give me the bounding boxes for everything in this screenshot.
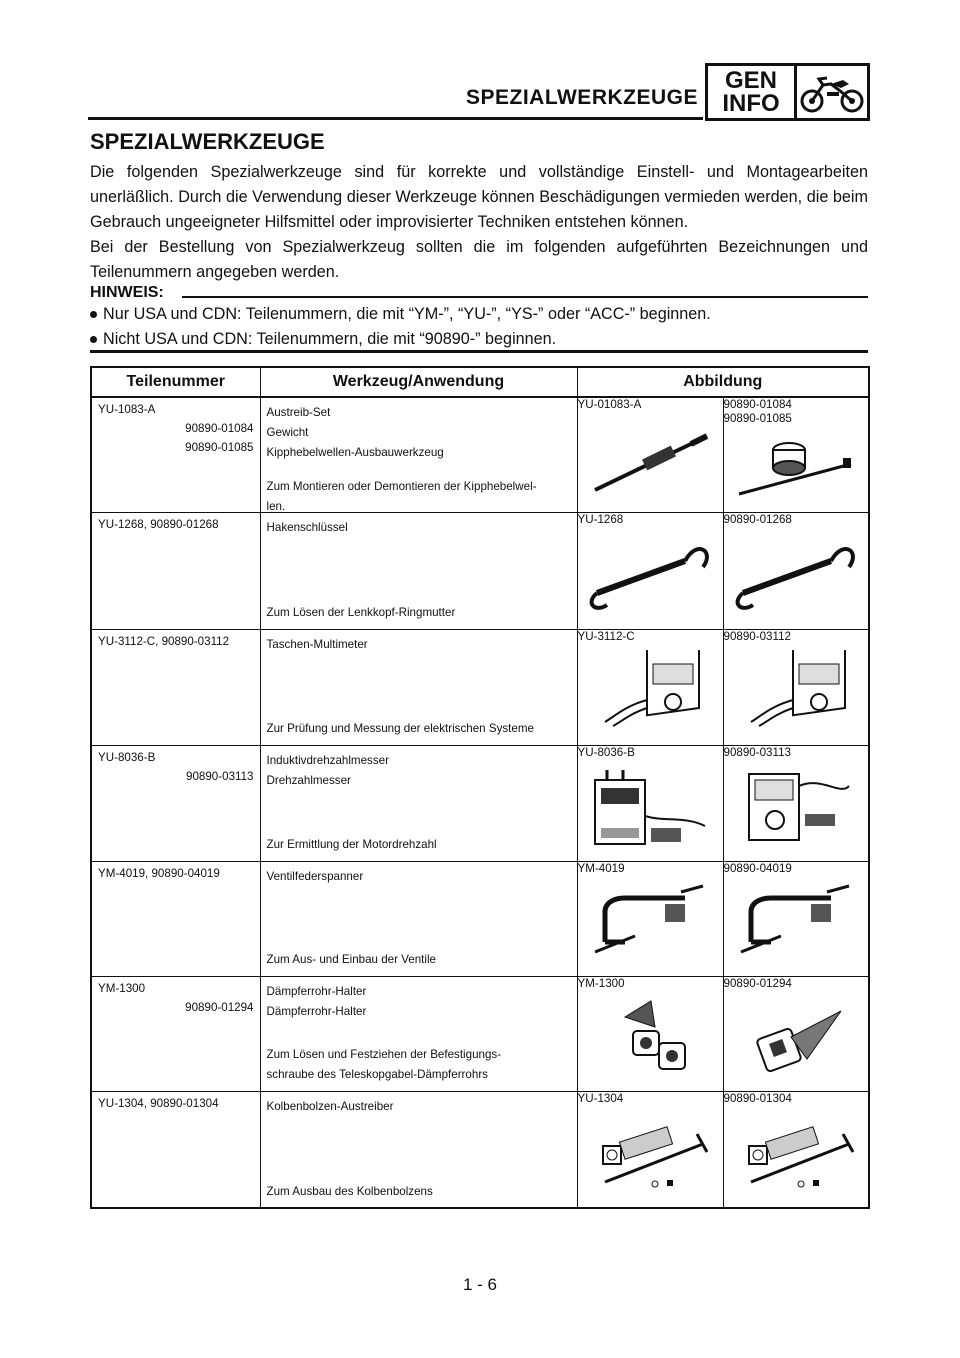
table-row <box>91 397 869 512</box>
tool-usage: Zum Montieren oder Demontieren der Kipphebelwel- <box>266 480 537 493</box>
weight-and-rod-icon <box>724 432 869 502</box>
tool-usage: Zum Aus- und Einbau der Ventile <box>266 952 437 966</box>
tool-name: Ventilfederspanner <box>266 869 364 883</box>
tool-name: Kolbenbolzen-Austreiber <box>266 1099 394 1113</box>
illustration-label: YM-4019 <box>577 861 625 875</box>
valve-spring-compressor-icon <box>724 882 869 962</box>
header-title: SPEZIALWERKZEUGE <box>465 86 698 109</box>
illustration-label: YU-01083-A <box>577 398 642 411</box>
hook-wrench-icon <box>724 533 869 613</box>
bullet-text: Nicht USA und CDN: Teilenummern, die mit “90890-” beginnen. <box>103 330 557 348</box>
illustration-label: 90890-01085 <box>723 412 792 425</box>
page-number: 1 - 6 <box>462 1275 498 1294</box>
section-title: SPEZIALWERKZEUGE <box>90 129 325 154</box>
illustration-label: YU-8036-B <box>577 745 635 759</box>
illustration-label: YM-1300 <box>577 976 625 990</box>
piston-pin-puller-icon <box>578 1112 723 1196</box>
illustration-label: YU-1268 <box>577 512 624 526</box>
table-row <box>91 861 869 976</box>
tool-usage: schraube des Teleskopgabel-Dämpferrohrs <box>266 1067 488 1081</box>
intro-paragraph-2: Bei der Bestellung von Spezialwerkzeug sollten die im folgenden aufgeführten Bezeichnungen und Teilenummern angegeben werden. <box>90 238 868 281</box>
bullet-item <box>90 302 711 327</box>
multimeter-icon <box>578 650 723 730</box>
tool-usage: Zur Ermittlung der Motordrehzahl <box>266 837 437 851</box>
table-row <box>91 629 869 745</box>
illustration-label: YU-3112-C <box>577 629 635 643</box>
multimeter-icon <box>724 650 869 730</box>
valve-spring-compressor-icon <box>578 882 723 962</box>
illustration-label: YU-1304 <box>577 1091 624 1105</box>
tool-name: Austreib-Set <box>266 406 331 419</box>
bullet-text: Nur USA und CDN: Teilenummern, die mit “YM-”, “YU-”, “YS-” oder “ACC-” beginnen. <box>103 305 711 323</box>
illustration-label: 90890-01268 <box>723 512 792 526</box>
intro-paragraph-1: Die folgenden Spezialwerkzeuge sind für korrekte und vollständige Einstell- und Montagearbeiten unerläßlich. Durch die Verwendung dieser Werkzeuge können Beschädigungen vermieden werden, die beim Gebrauch ungeeigneter Hilfsmittel oder improvisierter Techniken entstehen können. <box>90 163 868 231</box>
part-number: YU-1268, 90890-01268 <box>98 517 219 531</box>
header-tool-use: Werkzeug/Anwendung <box>260 367 577 397</box>
damper-rod-holder-icon <box>724 997 869 1077</box>
tool-usage: Zum Lösen und Festziehen der Befestigungs- <box>266 1047 502 1061</box>
bullet-dot-icon <box>90 311 97 318</box>
tachometer-icon <box>724 766 869 846</box>
hinweis-label: HINWEIS: <box>90 284 164 301</box>
table-row <box>91 1091 869 1208</box>
part-number-alt: 90890-01084 <box>185 422 254 435</box>
part-number: YM-1300 <box>98 981 146 995</box>
tool-name: Drehzahlmesser <box>266 773 351 787</box>
header-rule <box>88 117 703 120</box>
illustration-label: 90890-01084 <box>723 398 792 411</box>
illustration-label: 90890-04019 <box>723 861 792 875</box>
gen-info-badge <box>705 63 870 121</box>
tool-name: Dämpferrohr-Halter <box>266 1004 367 1018</box>
part-number: YU-1304, 90890-01304 <box>98 1096 219 1110</box>
special-tools-table <box>90 366 870 1209</box>
hook-wrench-icon <box>578 533 723 613</box>
part-number: YU-3112-C, 90890-03112 <box>98 634 230 648</box>
part-number: YU-1083-A <box>98 403 156 416</box>
table-header-row <box>91 367 869 397</box>
part-number-alt: 90890-03113 <box>186 769 254 783</box>
illustration-label: 90890-03112 <box>723 629 791 643</box>
tool-name: Kipphebelwellen-Ausbauwerkzeug <box>266 446 444 459</box>
hinweis-rule <box>182 296 868 298</box>
header-part-number: Teilenummer <box>91 367 260 397</box>
illustration-label: 90890-01304 <box>723 1091 792 1105</box>
header-illustration: Abbildung <box>577 367 869 397</box>
badge-line2: INFO <box>722 90 780 117</box>
tool-name: Gewicht <box>266 426 309 439</box>
table-row <box>91 512 869 629</box>
piston-pin-puller-icon <box>724 1112 869 1196</box>
tool-usage: Zur Prüfung und Messung der elektrischen Systeme <box>266 721 534 735</box>
hinweis-bottom-rule <box>90 350 868 353</box>
hinweis-bullets <box>90 302 711 352</box>
badge-line1: GEN <box>724 67 777 94</box>
part-number-alt: 90890-01294 <box>185 1000 254 1014</box>
tool-usage: len. <box>266 500 286 513</box>
motorcycle-icon <box>797 66 867 118</box>
bullet-item <box>90 327 711 352</box>
intro-text <box>90 160 868 285</box>
illustration-label: 90890-03113 <box>723 745 791 759</box>
damper-rod-holder-icon <box>578 997 723 1077</box>
table-row <box>91 976 869 1091</box>
tool-usage: Zum Ausbau des Kolbenbolzens <box>266 1184 433 1198</box>
part-number: YM-4019, 90890-04019 <box>98 866 220 880</box>
tool-name: Dämpferrohr-Halter <box>266 984 367 998</box>
inductive-tachometer-icon <box>578 766 723 850</box>
tool-usage: Zum Lösen der Lenkkopf-Ringmutter <box>266 605 456 619</box>
tool-name: Hakenschlüssel <box>266 520 348 534</box>
tool-name: Taschen-Multimeter <box>266 637 368 651</box>
part-number-alt: 90890-01085 <box>185 441 254 454</box>
table-row <box>91 745 869 861</box>
slide-hammer-icon <box>578 418 723 498</box>
bullet-dot-icon <box>90 336 97 343</box>
illustration-label: 90890-01294 <box>723 976 792 990</box>
tool-name: Induktivdrehzahlmesser <box>266 753 389 767</box>
part-number: YU-8036-B <box>98 750 156 764</box>
